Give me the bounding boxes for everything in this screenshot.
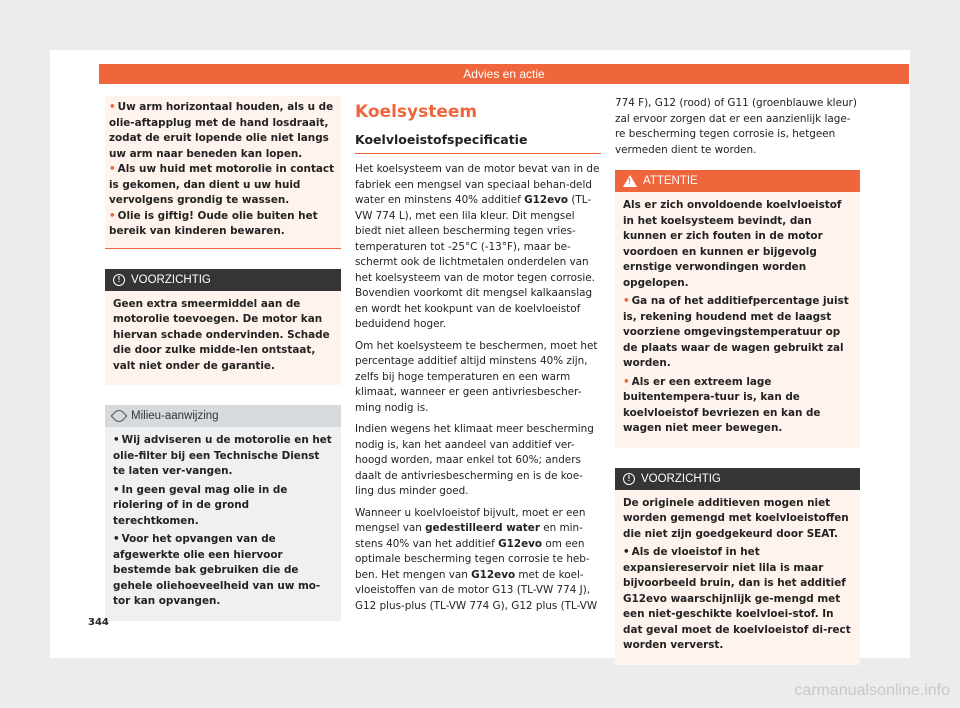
list-item: • Ga na of het additiefpercentage juist is, rekening houdend met de laagst voorziene omgevingstemperatuur op de plaats waar de wagen gebruikt zal worden.: [623, 295, 849, 369]
caution-box: [615, 468, 860, 665]
left-column: [105, 96, 341, 621]
paragraph: Om het koelsysteem te beschermen, moet het percentage additief altijd minstens 40% zijn, zelfs bij hoge temperaturen en een warm klimaat, wanneer er geen antivriesbescher-ming nodig is.: [355, 339, 598, 414]
manual-page: [50, 50, 910, 658]
paragraph: 774 F), G12 (rood) of G11 (groenblauwe kleur) zal ervoor zorgen dat er een aanzienlijk lage-re bescherming tegen corrosie is, hetgeen vermeden dient te worden.: [615, 97, 857, 156]
list-item: • Uw arm horizontaal houden, als u de olie-aftapplug met de hand losdraait, zodat de eruit lopende olie niet langs uw arm naar beneden kan lopen.: [109, 101, 334, 160]
leaf-icon: [111, 408, 128, 425]
watermark: carmanualsonline.info: [794, 682, 950, 699]
list-item: • Als uw huid met motorolie in contact is gekomen, dan dient u uw huid vervolgens grondig te wassen.: [109, 163, 335, 206]
caution-text: Geen extra smeermiddel aan de motorolie toevoegen. De motor kan hiervan schade ondervinden. Schade die door zulke midde-len ontstaat, valt niet onder de garantie.: [105, 291, 341, 386]
section-title: Koelsysteem: [355, 102, 478, 122]
right-column: [615, 96, 860, 665]
caution-box: [105, 269, 341, 386]
section-header: Advies en actie: [99, 64, 909, 84]
list-item: • Wij adviseren u de motorolie en het olie-filter bij een Technische Dienst te laten ver-vangen.: [113, 434, 332, 477]
info-circle-icon: !: [623, 473, 635, 485]
attention-title-bar: ! ATTENTIE: [615, 170, 860, 192]
caution-title-bar: ! VOORZICHTIG: [105, 269, 341, 291]
body-text: [615, 96, 860, 158]
list-item: • Olie is giftig! Oude olie buiten het bereik van kinderen bewaren.: [109, 209, 318, 237]
paragraph: Indien wegens het klimaat meer bescherming nodig is, kan het aandeel van additief ver-hoogd worden, maar enkel tot 60%; anders daalt de antivriesbescherming en is de koe-ling dus minder goed.: [355, 423, 594, 497]
caution-title-bar: ! VOORZICHTIG: [615, 468, 860, 490]
caution-text: De originele additieven mogen niet worden gemengd met koelvloeistoffen die niet zijn goedgekeurd door SEAT. • Als de vloeistof in het expansiereservoir niet lila is maar bijvoorbeeld bruin, dan is het additief G12evo waarschijnlijk ge-mengd met een niet-geschikte koelvloei-stof. In dat geval moet de koelvloeistof di-rect worden ververst.: [615, 490, 860, 665]
paragraph: Het koelsysteem van de motor bevat van in de fabriek een mengsel van speciaal behan-deld water en minstens 40% additief G12evo (TL-VW 774 L), met een lila kleur. Dit mengsel biedt niet alleen bescherming tegen vries-temperaturen tot -25°C (-13°F), maar be-schermt ook de lichtmetalen onderdelen van het koelsysteem van de motor tegen corrosie. Bovendien voorkomt dit mengsel kalkaanslag en wordt het kookpunt van de koelvloeistof beduidend hoger.: [355, 163, 600, 330]
warning-triangle-icon: !: [623, 175, 637, 187]
info-circle-icon: !: [113, 274, 125, 286]
paragraph: Wanneer u koelvloeistof bijvult, moet er een mengsel van gedestilleerd water en min-stens 40% van het additief G12evo om een optimale bescherming tegen corrosie te heb-ben. Het mengen van G12evo met de koel-vloeistoffen van de motor G13 (TL-VW 774 J), G12 plus-plus (TL-VW 774 G), G12 plus (TL-VW: [355, 506, 598, 612]
warning-continuation: [105, 96, 341, 249]
body-text: [355, 162, 601, 614]
list-item: • In geen geval mag olie in de riolering of in de grond terechtkomen.: [113, 483, 288, 527]
middle-column: [355, 96, 601, 620]
page-number: 344: [88, 617, 109, 628]
attention-box: [615, 170, 860, 448]
list-item: • Voor het opvangen van de afgewerkte olie een hiervoor bestemde bak gebruiken die de gehele oliehoeveelheid van uw mo-tor kan opvangen.: [113, 533, 321, 607]
attention-text: Als er zich onvoldoende koelvloeistof in het koelsysteem bevindt, dan kunnen er zich fouten in de motor voordoen en kunnen er bijgevolg ernstige verwondingen worden opgelopen. • Ga na of het additiefpercentage juist is, rekening houdend met de laagst voorziene omgevingstemperatuur op de plaats waar de wagen gebruikt zal worden. • Als er een extreem lage buitentempera-tuur is, kan de koelvloeistof bevriezen en kan de wagen niet meer bewegen.: [615, 192, 860, 448]
subsection-title: Koelvloeistofspecificatie: [355, 132, 601, 154]
environment-title-bar: Milieu-aanwijzing: [105, 405, 341, 427]
list-item: • Als de vloeistof in het expansiereservoir niet lila is maar bijvoorbeeld bruin, dan is het additief G12evo waarschijnlijk ge-mengd met een niet-geschikte koelvloei-stof. In dat geval moet de koelvloeistof di-rect worden ververst.: [623, 546, 851, 651]
environment-text: [105, 427, 341, 621]
environment-box: [105, 405, 341, 621]
list-item: • Als er een extreem lage buitentempera-tuur is, kan de koelvloeistof bevriezen en kan de wagen niet meer bewegen.: [623, 375, 821, 434]
